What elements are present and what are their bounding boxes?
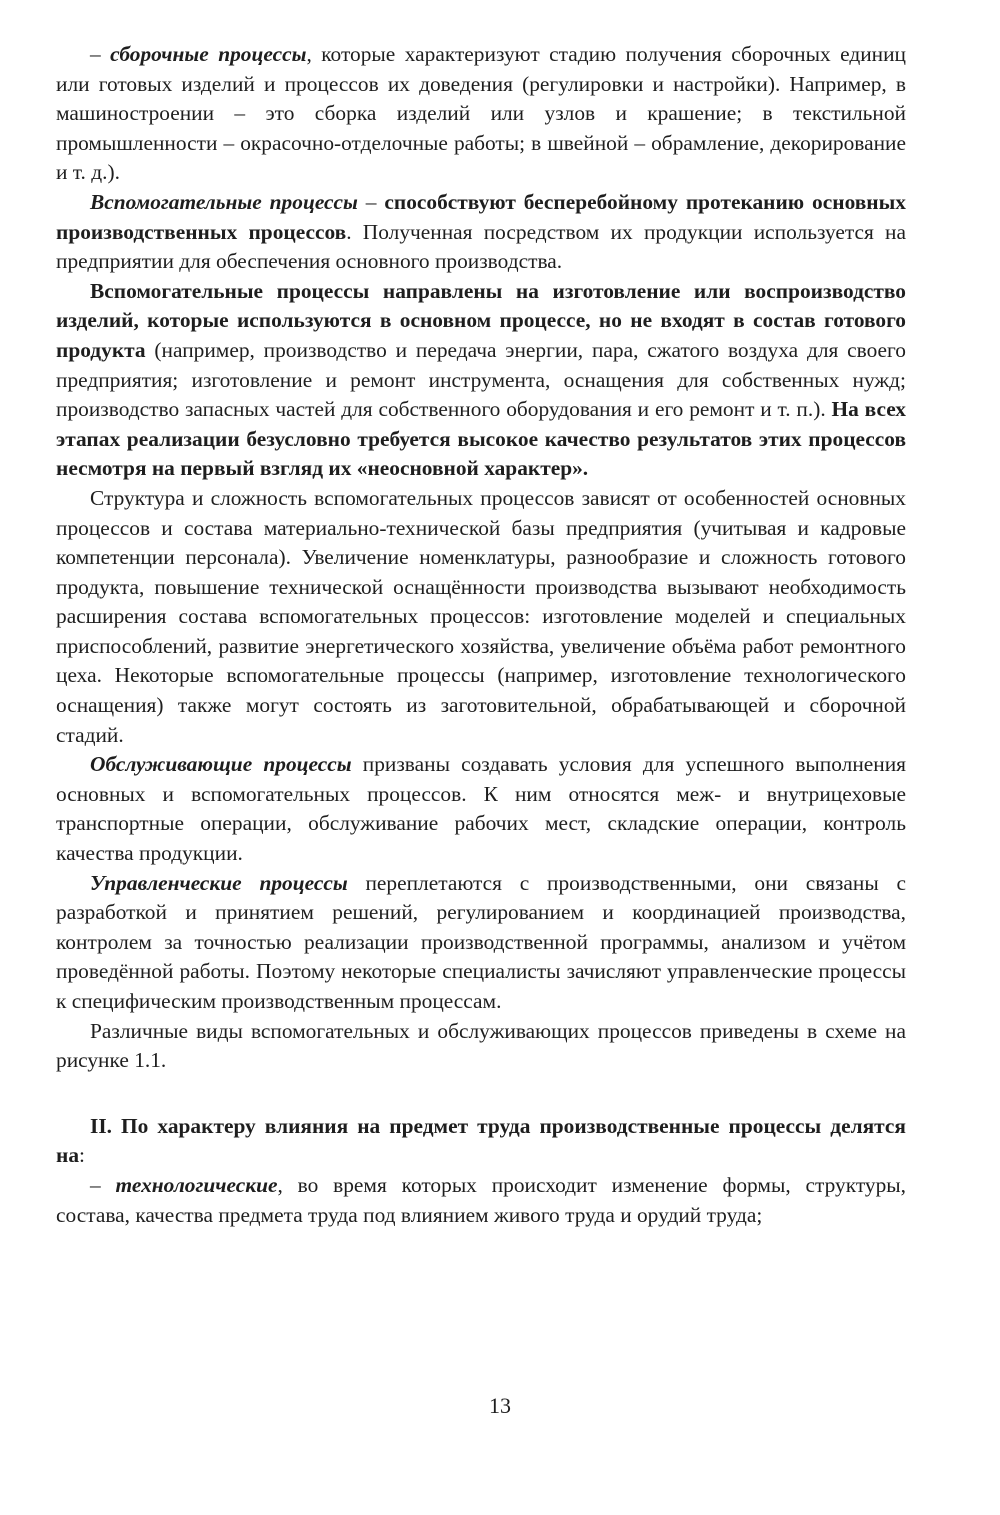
term-auxiliary-processes: Вспомогательные процессы — [90, 189, 358, 214]
term-service-processes: Обслуживающие процессы — [90, 752, 352, 777]
paragraph-assembly-processes: – сборочные процессы, которые характеризуют стадию получения сборочных единиц или готовых изделий и процессов их доведения (регулировки и настройки). Например, в машиностроении – это сборка изделий или узлов и крашение; в текстильной промышленности – окрасочно-отделочные работы; в швейной – обрамление, декорирование и т. д.). — [56, 42, 906, 185]
term-management-processes: Управленческие процессы — [90, 870, 348, 895]
term-assembly-processes: сборочные процессы — [110, 42, 307, 66]
paragraph-figure-reference: Различные виды вспомогательных и обслуживающих процессов приведены в схеме на рисунке 1.1. — [56, 1018, 906, 1073]
section-heading-ii: II. По характеру влияния на предмет труда производственные процессы делятся на: — [56, 1113, 906, 1168]
body-text — [56, 40, 906, 1230]
term-technological: технологические — [115, 1172, 278, 1197]
paragraph-service-processes: Обслуживающие процессы призваны создавать условия для успешного выполнения основных и вспомогательных процессов. К ним относятся меж- и внутрицеховые транспортные операции, обслуживание рабочих мест, складские операции, контроль качества продукции. — [56, 752, 907, 866]
page-number: 13 — [489, 1393, 511, 1418]
paragraph-auxiliary-processes-definition: Вспомогательные процессы – способствуют бесперебойному протеканию основных производственных процессов. Полученная посредством их продукции используется на предприятии для обеспечения основного производства. — [56, 189, 906, 274]
paragraph-auxiliary-structure: Структура и сложность вспомогательных процессов зависят от особенностей основных процессов и состава материально-технической базы предприятия (учитывая и кадровые компетенции персонала). Увеличение номенклатуры, разнообразие и сложность готового продукта, повышение технической оснащённости производства вызывают необходимость расширения состава вспомогательных процессов: изготовление моделей и специальных приспособлений, развитие энергетического хозяйства, увеличение объёма работ ремонтного цеха. Некоторые вспомогательные процессы (например, изготовление технологического оснащения) также могут состоять из заготовительной, обрабатывающей и сборочной стадий. — [56, 485, 906, 747]
paragraph-auxiliary-processes-purpose: Вспомогательные процессы направлены на изготовление или воспроизводство изделий, которые используются в основном процессе, но не входят в состав готового продукта (например, производство и передача энергии, пара, сжатого воздуха для своего предприятия; изготовление и ремонт инструмента, оснащения для собственных нужд; производство запасных частей для собственного оборудования и его ремонт и т. п.). На всех этапах реализации безусловно требуется высокое качество результатов этих процессов несмотря на первый взгляд их «неосновной характер». — [56, 278, 906, 481]
paragraph-technological-processes: – технологические, во время которых происходит изменение формы, структуры, состава, качества предмета труда под влиянием живого труда и орудий труда; — [56, 1172, 906, 1227]
paragraph-management-processes: Управленческие процессы переплетаются с производственными, они связаны с разработкой и принятием решений, регулированием и координацией производства, контролем за точностью реализации производственной программы, анализом и учётом проведённой работы. Поэтому некоторые специалисты зачисляют управленческие процессы к специфическим производственным процессам. — [56, 870, 906, 1013]
